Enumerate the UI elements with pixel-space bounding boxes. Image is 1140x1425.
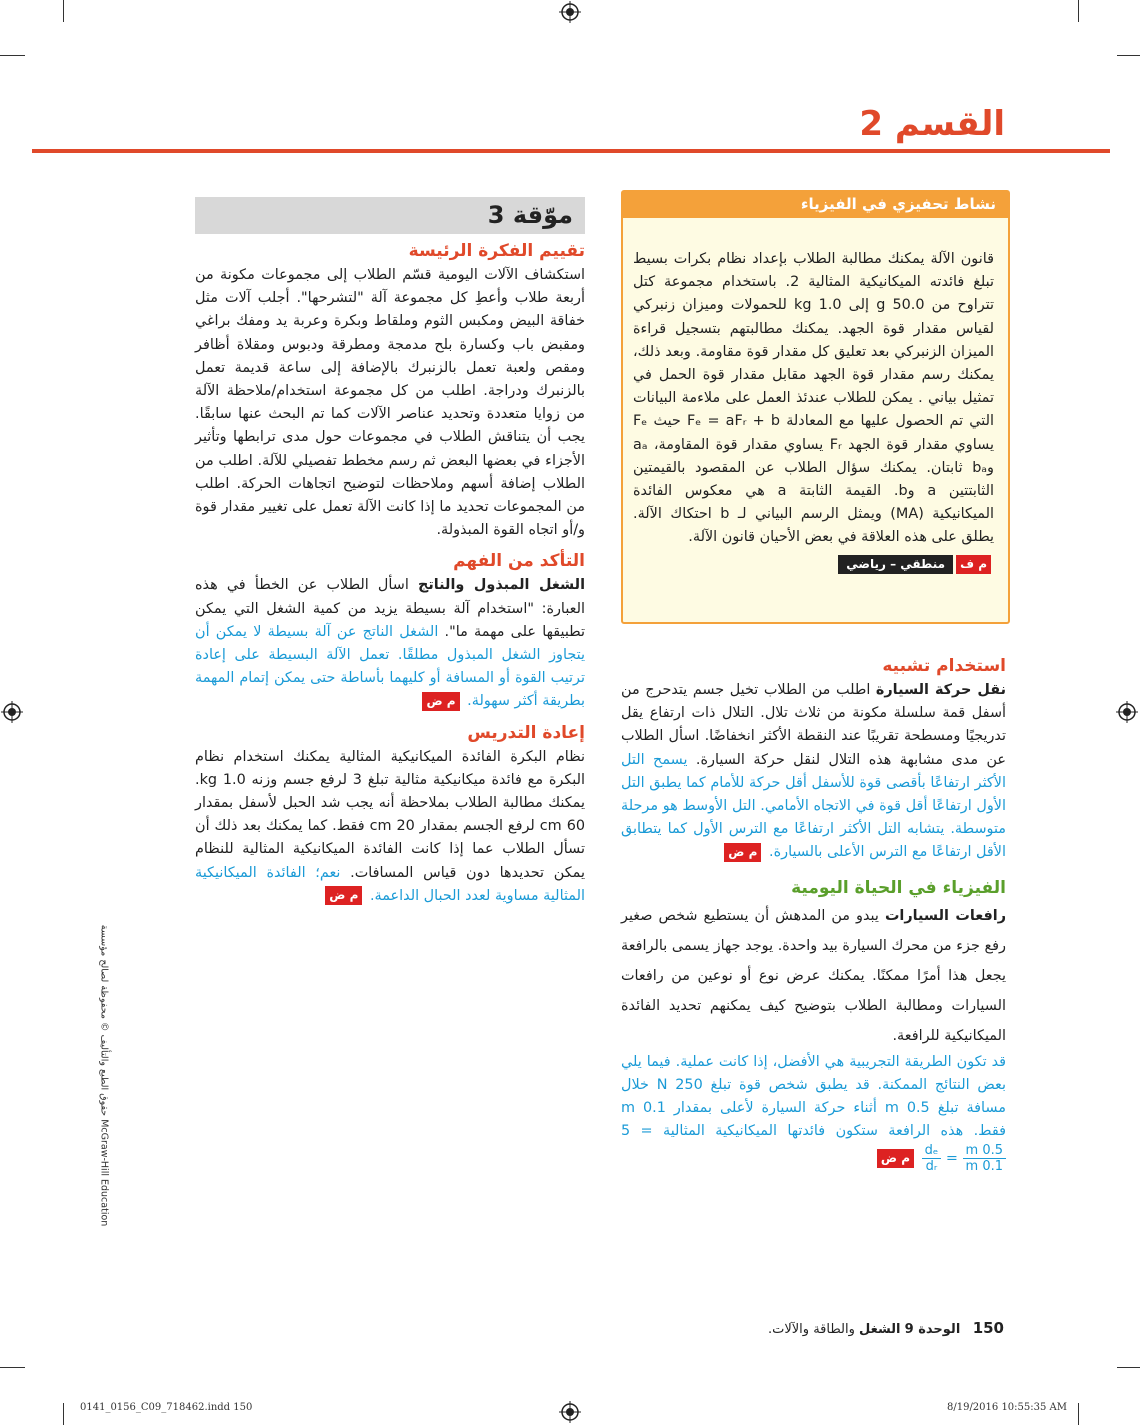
crop-mark <box>63 0 64 22</box>
header-rule <box>32 149 1110 153</box>
page-number: 150 <box>972 1319 1004 1337</box>
answer-text: قد تكون الطريقة التجريبية هي الأفضل، إذا كانت عملية. فيما يلي بعض النتائج الممكنة. قد يطبق شخص قوة تبلغ 250 N خلال مسافة تبلغ 0.5 m أثناء حركة السيارة لأعلى بمقدار 0.1 m فقط. هذه الرافعة ستكون فائدتها الميكانيكية المثالية = 5 <box>621 1053 1007 1140</box>
section-label: 3 موّقة <box>487 201 573 229</box>
numerator: 0.5 m <box>963 1143 1007 1159</box>
strategy-column <box>621 653 1006 1174</box>
crop-mark <box>1078 0 1079 22</box>
text: اطلب من الطلاب تخيل جسم يتدحرج من أسفل قمة سلسلة مكونة من ثلاث تلال. التلال ذات ارتفاع يقل تدريجيًا ومسطحة تقريبًا عند النقطة الأكثر انخفاضًا. اسأل الطلاب عن مدى مشابهة هذه التلال لنقل حركة السيارة. <box>621 682 1006 768</box>
answer-text: يسمح التل الأكثر ارتفاعًا بأقصى قوة للأسفل أقل حركة للأمام كما يطبق التل الأول ارتفاعًا أقل قوة في الاتجاه الأمامي. التل الأوسط هو مرحلة متوسطة. يتشابه التل الأكثر ارتفاعًا مع الترس الأول كما يتطابق الأقل ارتفاعًا مع الترس الأعلى بالسيارة. <box>621 751 1006 861</box>
bold-label: الشغل المبذول والناتج <box>417 577 586 594</box>
copyright-sidebar <box>94 905 114 1250</box>
registration-mark-icon <box>559 1 581 23</box>
bold-label: نقل حركة السيارة <box>875 682 1006 698</box>
tag-badge: م ض <box>724 843 761 862</box>
answer-text: نعم؛ الفائدة الميكانيكية المثالية مساوية لعدد الحبال الداعمة. <box>195 864 585 904</box>
section3-column <box>195 238 585 908</box>
activity-paragraph: قانون الآلة يمكنك مطالبة الطلاب بإعداد نظام بكرات بسيط تبلغ فائدته الميكانيكية المثالية 2. باستخدام مجموعة كتل تتراوح من 50.0 g إلى 1.0 kg للحمولات وميزان زنبركي لقياس مقدار قوة الجهد. يمكنك مطالبتهم بتسجيل قراءة الميزان الزنبركي بعد تعليق كل مقدار قوة مقاومة. وبعد ذلك، يمكنك رسم مقدار قوة الجهد مقابل مقدار قوة الحمل في تمثيل بياني . يمكن للطلاب عندئذ العمل على ملاءمة البيانات التي تم الحصول عليها مع المعادلة Fₑ = aFᵣ + b حيث Fₑ يساوي مقدار قوة الجهد Fᵣ يساوي مقدار قوة المقاومة، aₐ وbₐ ثابتان. يمكنك سؤال الطلاب عن المقصود بالقيمتين الثابتتين a وb. القيمة الثابتة a هي معكوس الفائدة الميكانيكية (MA) ويمثل الرسم البياني لـ b احتكاك الآلة. يطلق على هذه العلاقة في بعض الأحيان قانون الآلة. <box>633 251 995 546</box>
paragraph-daily-answer: قد تكون الطريقة التجريبية هي الأفضل، إذا كانت عملية. فيما يلي بعض النتائج الممكنة. قد يطبق شخص قوة تبلغ 250 N خلال مسافة تبلغ 0.5 m أثناء حركة السيارة لأعلى بمقدار 0.1 m فقط. هذه الرافعة ستكون فائدتها الميكانيكية المثالية = 5 $\frac{0.5 m}{0.1 m}$ = $\frac{\text{dₑ}}{\text{dᵣ}}$ م ض <box>621 1053 1007 1175</box>
crop-mark <box>1117 55 1140 56</box>
paragraph-strategy <box>621 679 1006 865</box>
paragraph-check <box>195 574 585 713</box>
file-slug: 0141_0156_C09_718462.indd 150 <box>80 1402 253 1413</box>
tag-badge: م ف <box>956 555 991 574</box>
heading-reteach: إعادة التدريس <box>467 722 585 743</box>
unit-label: الوحدة 9 <box>904 1322 961 1337</box>
paragraph-evaluate: استكشاف الآلات اليومية قسّم الطلاب إلى مجموعات مكونة من أربعة طلاب وأعطِ كل مجموعة آلة "لتشرحها". أجلب آلات مثل خفاقة البيض ومكبس الثوم وملقاط وبكرة وعربة يد ومفك براغي ومقبض باب وكسارة بلح مدمجة ومطرقة ودبوس ومقلاة أظافر ومقص ولعبة تعمل بالزنبرك بالإضافة إلى ساعة قديمة تعمل بالزنبرك ودراجة. اطلب من كل مجموعة استخدام/ملاحظة الآلة من زوايا متعددة وتحديد عناصر الآلات كما تم البحث عنها سابقًا. يجب أن يتناقش الطلاب في مجموعات حول مدى ترابطها وتأثير الأجزاء في بعضها البعض ثم رسم مخطط تفصيلي للآلة. اطلب من الطلاب إضافة أسهم وملاحظات لتوضيح اتجاهات الحركة. اطلب من المجموعات تحديد ما إذا كانت الآلة تعمل على تغيير مقدار قوة و/أو اتجاه القوة المبذولة. <box>195 267 585 539</box>
tag-badge: م ض <box>325 886 362 905</box>
heading-check: التأكد من الفهم <box>453 551 585 572</box>
section-bar <box>195 197 585 234</box>
heading-daily-life: الفيزياء في الحياة اليومية <box>791 877 1006 898</box>
crop-mark <box>0 1367 25 1368</box>
tag-badge: م ض <box>877 1149 914 1168</box>
paragraph-reteach <box>195 746 585 908</box>
text: نظام البكرة الفائدة الميكانيكية المثالية يمكنك استخدام نظام البكرة مع فائدة ميكانيكية مثالية تبلغ 3 لرفع جسم وزنه 1.0 kg. يمكنك مطالبة الطلاب بملاحظة أنه يجب شد الحبل لأسفل بمقدار 60 cm لرفع الجسم بمقدار 20 cm فقط. كما يمكنك بعد ذلك أن تسأل الطلاب عما إذا كانت الفائدة الميكانيكية المثالية للنظام يمكن تحديدها دون قياس المسافات. <box>195 748 586 881</box>
date-slug: 8/19/2016 10:55:35 AM <box>946 1402 1067 1413</box>
registration-mark-icon <box>1116 701 1138 723</box>
activity-box-body <box>623 218 1008 577</box>
equation-fraction <box>922 1143 942 1174</box>
crop-mark <box>0 55 25 56</box>
text: اسأل الطلاب عن الخطأ في هذه العبارة: "استخدام آلة بسيطة يزيد من كمية الشغل التي يمكن تطبيقها على مهمة ما". <box>195 577 585 640</box>
answer-text: الشغل الناتج عن آلة بسيطة لا يمكن أن يتجاوز الشغل المبذول مطلقًا. تعمل الآلة البسيطة على إعادة ترتيب القوة أو المسافة أو كليهما بأساطة حتى يمكن إتمام المهمة بطريقة أكثر سهولة. <box>195 623 585 710</box>
page-footer <box>768 1319 1004 1337</box>
tag-badge: م ض <box>422 692 459 711</box>
numerator: dₑ <box>922 1143 942 1159</box>
activity-box <box>621 190 1010 624</box>
bold-label: رافعات السيارات <box>884 907 1007 924</box>
crop-mark <box>1117 1367 1140 1368</box>
activity-box-heading: نشاط تحفيزي في الفيزياء <box>623 192 1008 218</box>
crop-mark <box>1078 1403 1079 1425</box>
paragraph-daily-life <box>621 901 1006 1051</box>
section-title: القسم 2 <box>859 104 1005 144</box>
copyright-text: حقوق الطبع والتأليف © محفوظة لصالح مؤسسة McGraw-Hill Education <box>98 924 110 1227</box>
registration-mark-icon <box>1 701 23 723</box>
text: يبدو من المدهش أن يستطيع شخص صغير رفع جزء من محرك السيارة بيد واحدة. يوجد جهاز يسمى بالرافعة يجعل هذا أمرًا ممكنًا. يمكنك عرض نوع أو نوعين من رافعات السيارات ومطالبة الطلاب بتوضيح كيف يمكنهم تحديد الفائدة الميكانيكية للرافعة. <box>621 907 1006 1044</box>
heading-evaluate: تقييم الفكرة الرئيسة <box>408 241 585 261</box>
denominator: dᵣ <box>925 1159 938 1175</box>
crop-mark <box>63 1403 64 1425</box>
heading-strategy: استخدام تشبيه <box>882 656 1006 676</box>
denominator: 0.1 m <box>965 1159 1003 1175</box>
equation-fraction <box>963 1143 1007 1174</box>
unit-title-rest: والطاقة والآلات. <box>767 1322 855 1337</box>
registration-mark-icon <box>559 1401 581 1423</box>
unit-title: الشغل <box>859 1322 901 1337</box>
category-badge: منطقي – رياضي <box>838 555 953 574</box>
